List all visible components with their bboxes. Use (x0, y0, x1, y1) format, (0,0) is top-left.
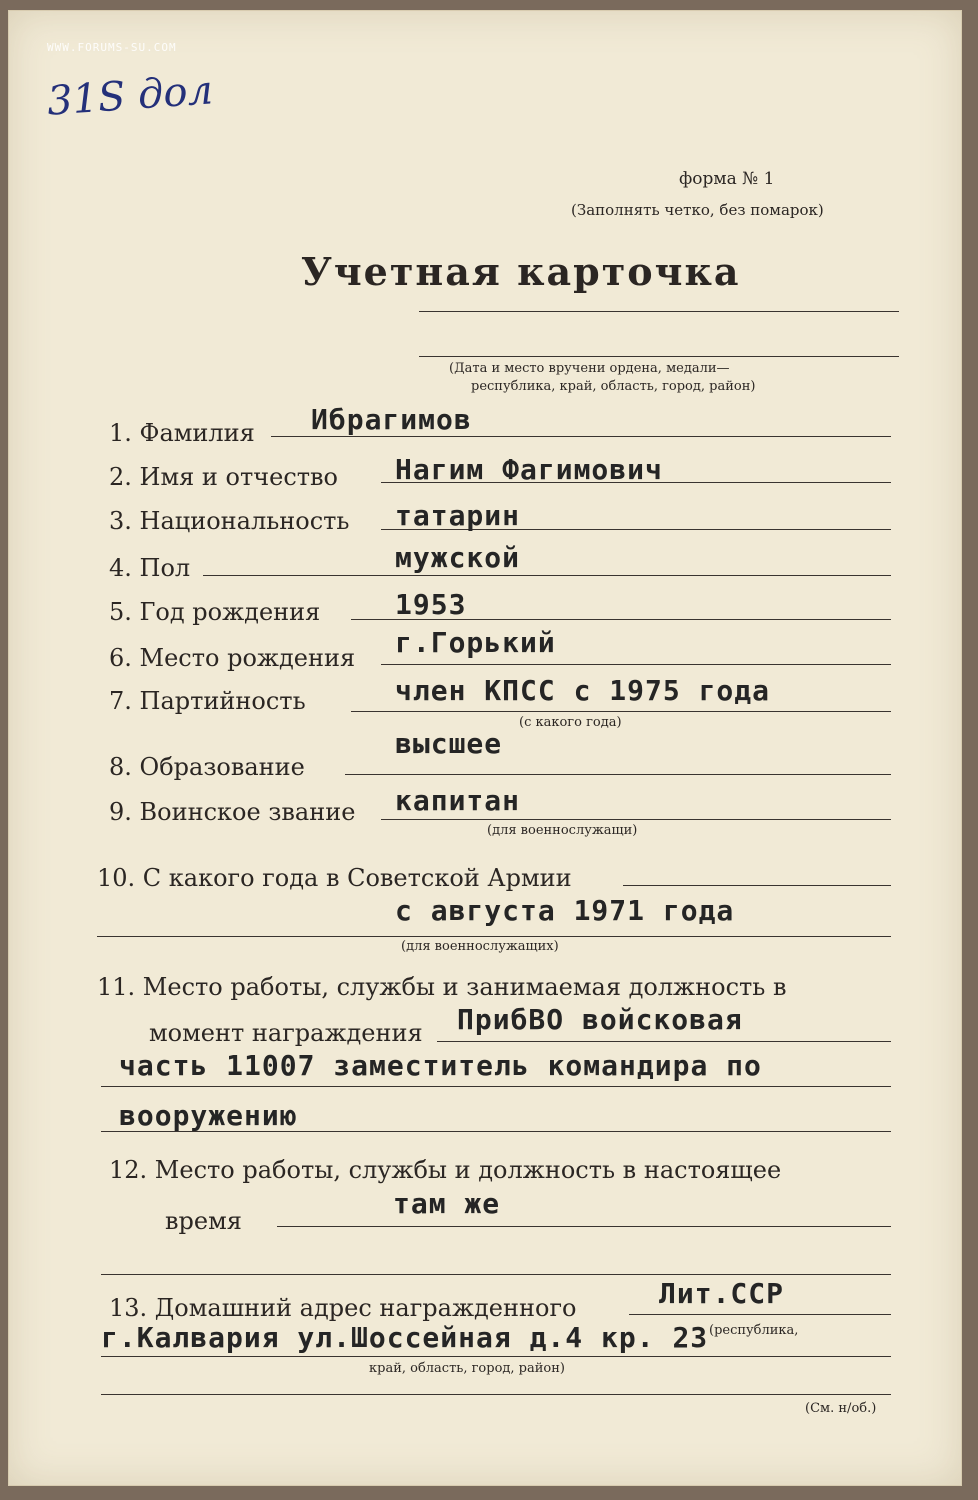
home-address-note-1: (республика, (709, 1323, 799, 1338)
award-place-line-1 (419, 311, 899, 312)
name-patronymic-value: Нагим Фагимович (395, 453, 663, 486)
workplace-award-label-2: момент награждения (149, 1019, 423, 1047)
name-patronymic-label: 2. Имя и отчество (109, 463, 338, 491)
birth-place-label: 6. Место рождения (109, 644, 356, 672)
home-address-label: 13. Домашний адрес награжденного (109, 1294, 577, 1322)
watermark: WWW.FORUMS-SU.COM (47, 41, 177, 54)
education-value: высшее (395, 727, 503, 760)
party-value: член КПСС с 1975 года (395, 674, 771, 707)
army-since-line-1 (623, 885, 891, 886)
rank-note: (для военнослужащи) (487, 823, 638, 838)
record-card (8, 10, 962, 1486)
home-address-line-1 (629, 1314, 891, 1315)
workplace-award-label-1: 11. Место работы, службы и занимаемая должность в (97, 973, 787, 1001)
surname-line (271, 436, 891, 437)
handwritten-note: 31S дол (45, 67, 215, 125)
birth-year-label: 5. Год рождения (109, 598, 321, 626)
sex-label: 4. Пол (109, 554, 191, 582)
workplace-award-value-1: ПрибВО войсковая (457, 1003, 743, 1036)
footer-note: (См. н/об.) (805, 1401, 877, 1416)
award-place-note-1: (Дата и место вручени ордена, медали— (449, 361, 730, 376)
workplace-now-label-2: время (165, 1207, 242, 1235)
birth-place-value: г.Горький (395, 626, 556, 659)
party-label: 7. Партийность (109, 687, 306, 715)
sex-line (203, 575, 891, 576)
party-line (351, 711, 891, 712)
workplace-award-value-3: вооружению (119, 1099, 298, 1132)
rank-line (381, 819, 891, 820)
army-since-line-2 (97, 936, 891, 937)
form-instruction: (Заполнять четко, без помарок) (571, 201, 824, 219)
army-since-value: с августа 1971 года (395, 894, 735, 927)
workplace-award-line-1 (437, 1041, 891, 1042)
form-number: форма № 1 (679, 169, 775, 189)
award-place-note-2: республика, край, область, город, район) (471, 379, 756, 394)
surname-label: 1. Фамилия (109, 419, 255, 447)
nationality-label: 3. Национальность (109, 507, 350, 535)
workplace-now-label-1: 12. Место работы, службы и должность в настоящее (109, 1156, 782, 1184)
army-since-label: 10. С какого года в Советской Армии (97, 864, 572, 892)
army-since-note: (для военнослужащих) (401, 939, 559, 954)
nationality-value: татарин (395, 499, 521, 532)
page-title: Учетная карточка (301, 249, 741, 294)
home-address-value-1: Лит.ССР (659, 1277, 785, 1310)
rank-label: 9. Воинское звание (109, 798, 356, 826)
education-line (345, 774, 891, 775)
home-address-line-3 (101, 1394, 891, 1395)
education-label: 8. Образование (109, 753, 305, 781)
birth-year-value: 1953 (395, 588, 467, 621)
birth-place-line (381, 664, 891, 665)
award-place-line-2 (419, 356, 899, 357)
home-address-line-2 (101, 1356, 891, 1357)
party-note: (с какого года) (519, 715, 622, 730)
workplace-now-line-2 (101, 1274, 891, 1275)
surname-value: Ибрагимов (311, 403, 472, 436)
home-address-value-2: г.Калвария ул.Шоссейная д.4 кр. 23 (101, 1321, 709, 1354)
workplace-now-line-1 (277, 1226, 891, 1227)
rank-value: капитан (395, 784, 521, 817)
workplace-now-value: там же (393, 1187, 501, 1220)
workplace-award-value-2: часть 11007 заместитель командира по (119, 1049, 762, 1082)
workplace-award-line-2 (101, 1086, 891, 1087)
sex-value: мужской (395, 541, 521, 574)
home-address-note-2: край, область, город, район) (369, 1361, 565, 1376)
